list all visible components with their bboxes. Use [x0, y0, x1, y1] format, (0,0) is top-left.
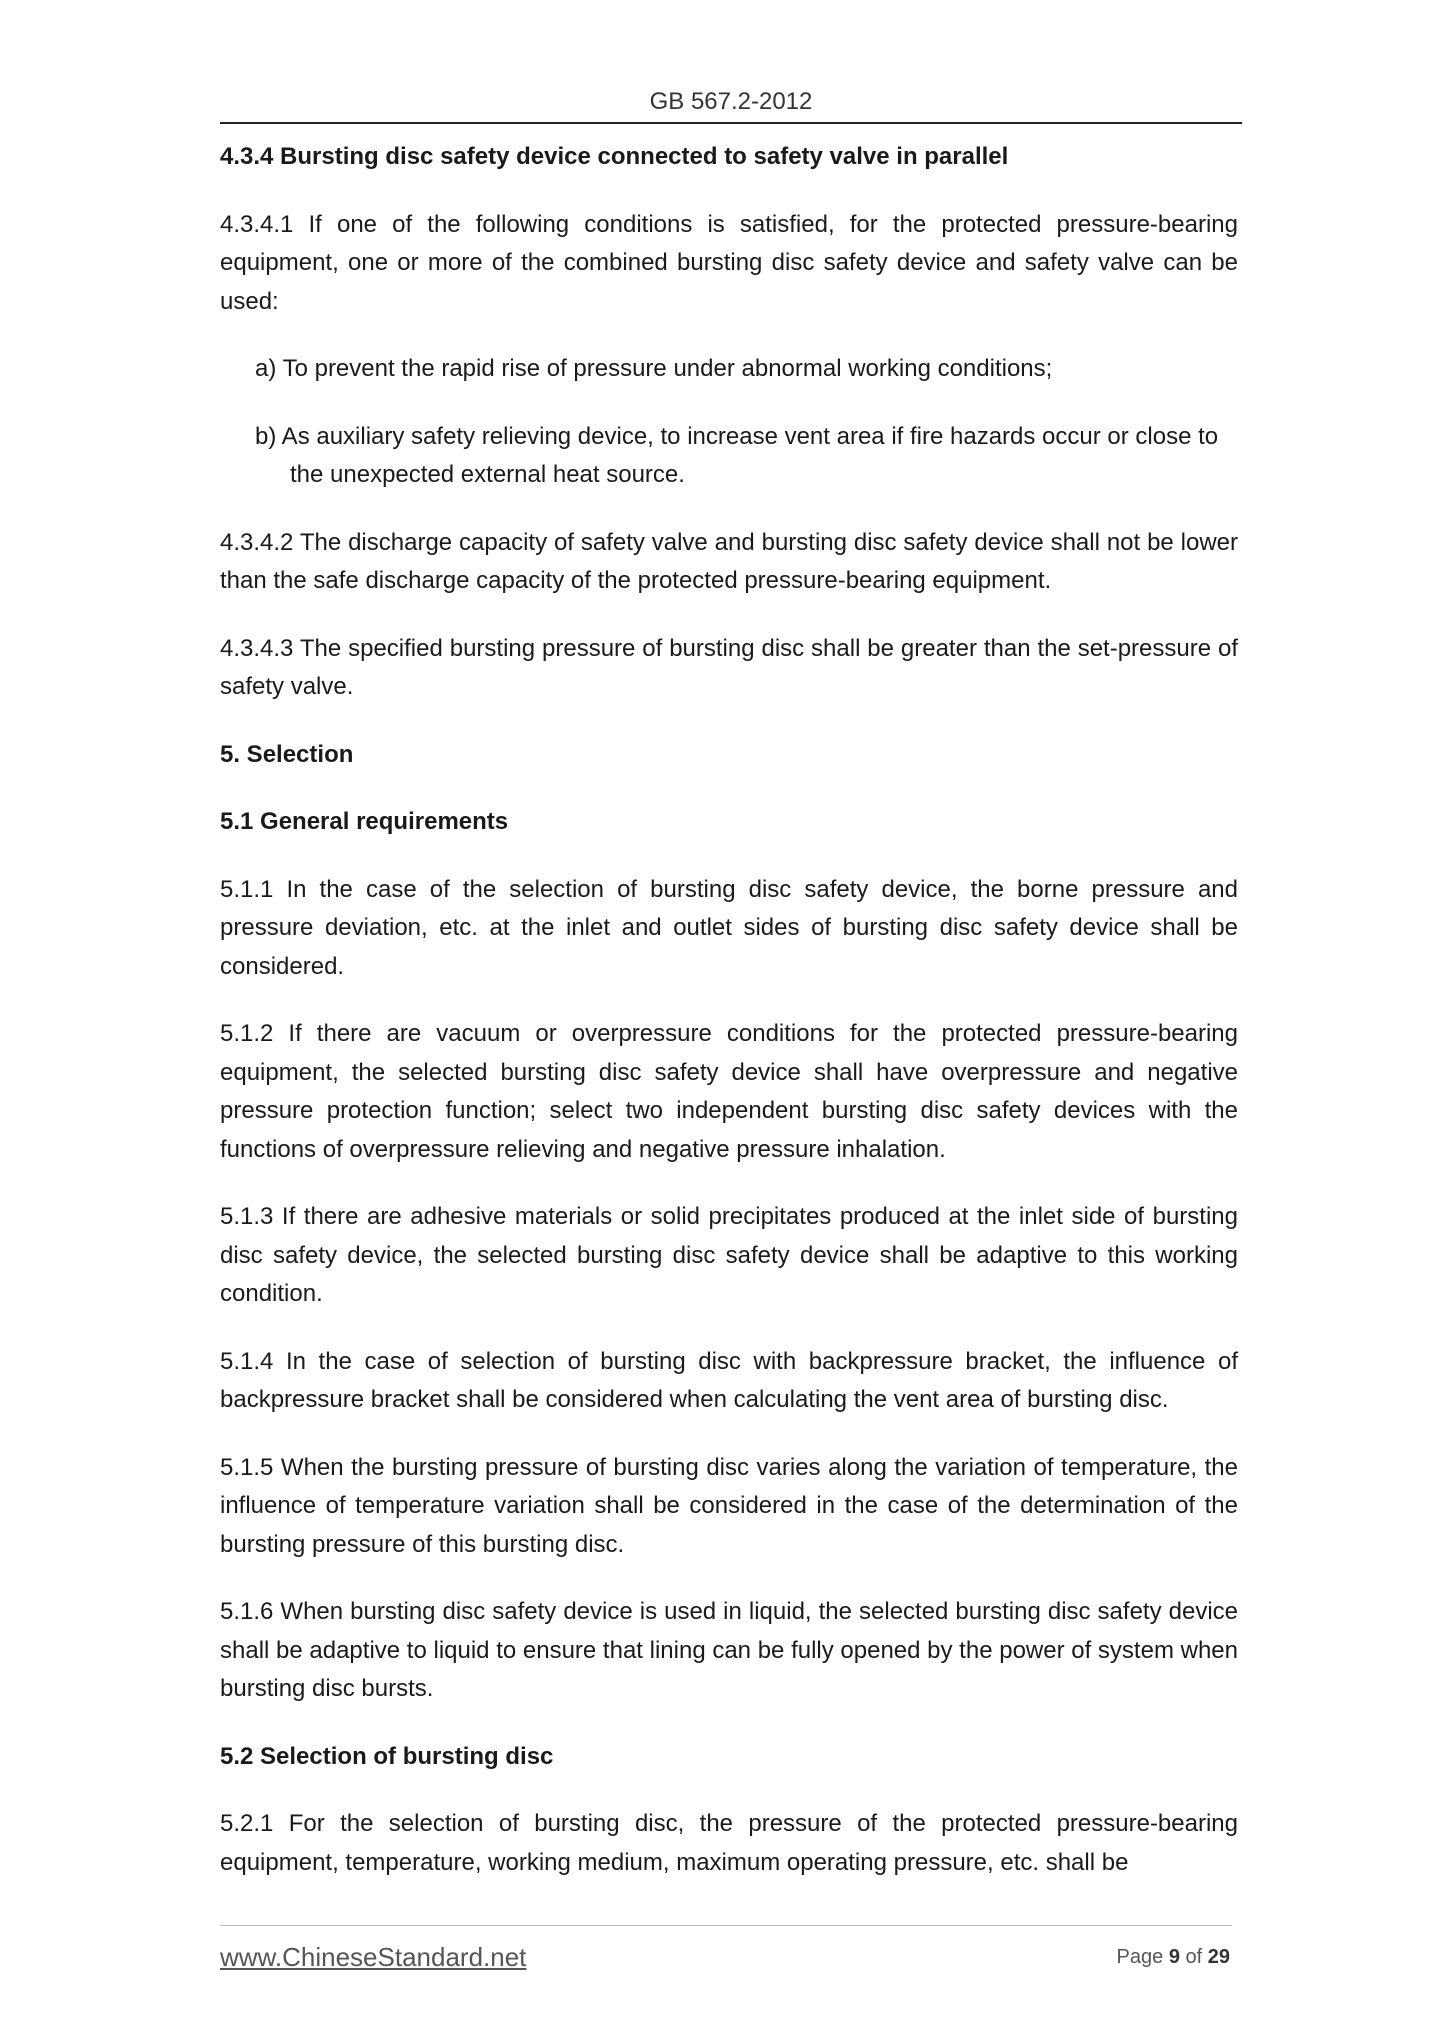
- heading-5-2: 5.2 Selection of bursting disc: [220, 1742, 554, 1770]
- page-indicator: [1117, 1946, 1230, 1969]
- paragraph-5-2-1: 5.2.1 For the selection of bursting disc, the pressure of the protected pressure-bearing equipment, temperature, working medium, maximum operating pressure, etc. shall be: [220, 1810, 1238, 1876]
- page-header: GB 567.2-2012: [220, 84, 1242, 124]
- paragraph-5-1-5: 5.1.5 When the bursting pressure of bursting disc varies along the variation of temperature, the influence of temperature variation shall be considered in the case of the determination of the bursting pressure of this bursting disc.: [220, 1453, 1238, 1558]
- website-link[interactable]: www.ChineseStandard.net: [220, 1942, 527, 1972]
- paragraph-4-3-4-3: 4.3.4.3 The specified bursting pressure of bursting disc shall be greater than the set-pressure of safety valve.: [220, 634, 1238, 700]
- page-label: Page: [1116, 1946, 1164, 1968]
- paragraph-5-1-1: 5.1.1 In the case of the selection of bursting disc safety device, the borne pressure and pressure deviation, etc. at the inlet and outlet sides of bursting disc safety device shall be considered.: [220, 875, 1238, 980]
- paragraph-5-1-6: 5.1.6 When bursting disc safety device is used in liquid, the selected bursting disc safety device shall be adaptive to liquid to ensure that lining can be fully opened by the power of system when bursting disc bursts.: [220, 1598, 1238, 1702]
- document-body: [220, 138, 1238, 1911]
- page-total: 29: [1207, 1946, 1230, 1968]
- paragraph-5-1-3: 5.1.3 If there are adhesive materials or solid precipitates produced at the inlet side of bursting disc safety device, the selected bursting disc safety device shall be adaptive to this working condition.: [220, 1203, 1238, 1307]
- of-label: of: [1185, 1946, 1203, 1968]
- paragraph-5-1-4: 5.1.4 In the case of selection of bursting disc with backpressure bracket, the influence of backpressure bracket shall be considered when calculating the vent area of bursting disc.: [220, 1347, 1238, 1413]
- list-item-a-text: a) To prevent the rapid rise of pressure under abnormal working conditions;: [255, 355, 1053, 382]
- paragraph-4-3-4-1: 4.3.4.1 If one of the following conditions is satisfied, for the protected pressure-bearing equipment, one or more of the combined bursting disc safety device and safety valve can be used:: [220, 210, 1238, 315]
- list-item-a: [220, 350, 1238, 389]
- list-item-b-text: b) As auxiliary safety relieving device, to increase vent area if fire hazards occur or close to the unexpected external heat source.: [255, 422, 1219, 488]
- heading-4-3-4: 4.3.4 Bursting disc safety device connected to safety valve in parallel: [220, 143, 1009, 170]
- page-number: 9: [1168, 1946, 1180, 1968]
- paragraph-5-1-2: 5.1.2 If there are vacuum or overpressure conditions for the protected pressure-bearing equipment, the selected bursting disc safety device shall have overpressure and negative pressure protection function; select two independent bursting disc safety devices with the functions of overpressure relieving and negative pressure inhalation.: [220, 1020, 1238, 1163]
- footer-divider: [220, 1925, 1232, 1926]
- heading-5: 5. Selection: [220, 740, 354, 768]
- heading-5-1: 5.1 General requirements: [220, 808, 509, 835]
- paragraph-4-3-4-2: 4.3.4.2 The discharge capacity of safety valve and bursting disc safety device shall not be lower than the safe discharge capacity of the protected pressure-bearing equipment.: [220, 528, 1238, 594]
- list-item-b: [220, 418, 1238, 495]
